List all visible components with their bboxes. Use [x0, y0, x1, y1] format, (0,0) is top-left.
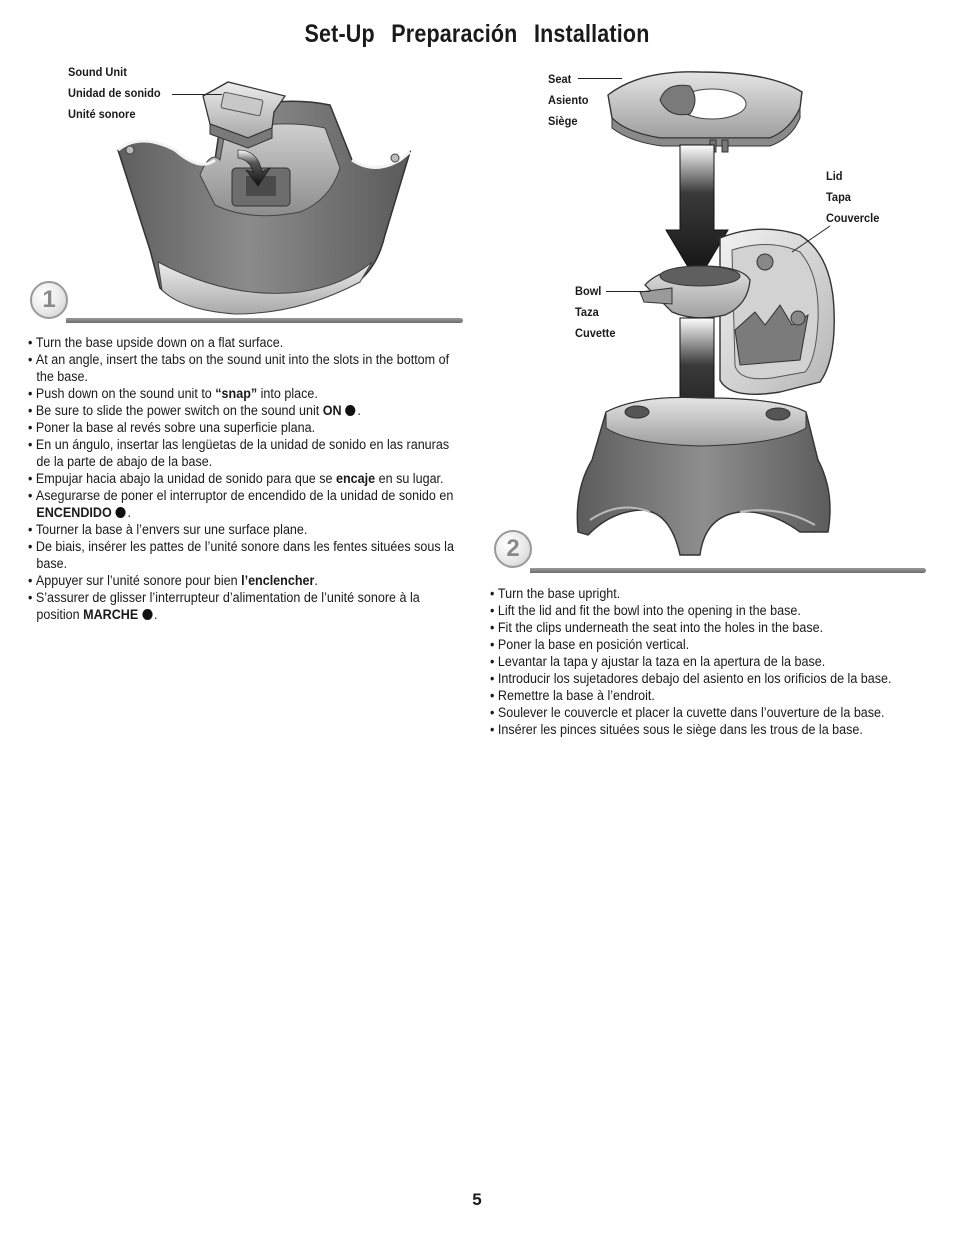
instruction-text: Poner la base al revés sobre una superficie plana. — [35, 420, 316, 435]
instruction-text: en su lugar. — [375, 471, 444, 486]
callout-seat-fr: Siège — [548, 114, 578, 128]
instruction-emphasis: encaje — [336, 471, 376, 486]
instruction-item: • Introducir los sujetadores debajo del asiento en los orificios de la base. — [490, 670, 909, 687]
instruction-item: • Insérer les pinces situées sous le siège dans les trous de la base. — [490, 721, 909, 738]
instruction-item: • Lift the lid and fit the bowl into the opening in the base. — [490, 602, 909, 619]
instruction-text: Be sure to slide the power switch on the sound unit — [35, 403, 323, 418]
instruction-text: . — [127, 505, 132, 520]
instruction-emphasis: MARCHE — [83, 607, 139, 622]
instruction-text: into place. — [257, 386, 318, 401]
callout-sound-unit-es: Unidad de sonido — [68, 86, 161, 100]
instruction-text: De biais, insérer les pattes de l’unité sonore dans les fentes situées sous la base. — [35, 539, 454, 571]
instruction-text: En un ángulo, insertar las lengüetas de la unidad de sonido en las ranuras de la parte de abajo de la base. — [35, 437, 450, 469]
instruction-emphasis: ON — [322, 403, 342, 418]
instruction-item: • Turn the base upright. — [490, 585, 909, 602]
instruction-item: • Poner la base en posición vertical. — [490, 636, 909, 653]
instruction-item: • Fit the clips underneath the seat into the holes in the base. — [490, 619, 909, 636]
step-2-french-list — [490, 687, 909, 738]
instruction-text: Appuyer sur l’unité sonore pour bien — [35, 573, 242, 588]
step-2-spanish-list — [490, 636, 909, 687]
instruction-emphasis: “snap” — [215, 386, 258, 401]
instruction-text: Push down on the sound unit to — [35, 386, 216, 401]
callout-bowl-es: Taza — [575, 305, 599, 319]
callout-lid-es: Tapa — [826, 190, 851, 204]
instruction-text: Tourner la base à l’envers sur une surface plane. — [35, 522, 308, 537]
instruction-text: Empujar hacia abajo la unidad de sonido para que se — [35, 471, 337, 486]
instruction-text: . — [154, 607, 158, 622]
title-french: Installation — [533, 20, 650, 48]
instruction-text: . — [357, 403, 361, 418]
instruction-text: . — [314, 573, 318, 588]
step-2-instructions — [490, 585, 909, 738]
instruction-item: • Soulever le couvercle et placer la cuvette dans l’ouverture de la base. — [490, 704, 909, 721]
instruction-emphasis: l’enclencher — [241, 573, 315, 588]
instruction-emphasis: ENCENDIDO — [36, 505, 112, 520]
step-1-badge: 1 — [30, 281, 68, 319]
step-2-badge: 2 — [494, 530, 532, 568]
page-number: 5 — [472, 1190, 482, 1209]
callout-bowl-en: Bowl — [575, 284, 602, 298]
callout-lid-fr: Couvercle — [826, 211, 880, 225]
title-spanish: Preparación — [391, 20, 518, 48]
callout-seat-en: Seat — [548, 72, 572, 86]
instruction-text: At an angle, insert the tabs on the sound unit into the slots in the bottom of the base. — [35, 352, 450, 384]
instruction-item: • Remettre la base à l’endroit. — [490, 687, 909, 704]
step-2-english-list — [490, 585, 909, 636]
seat-leader-line — [578, 78, 622, 79]
bowl-leader-line — [606, 291, 650, 292]
instruction-item: • Levantar la tapa y ajustar la taza en la apertura de la base. — [490, 653, 909, 670]
callout-sound-unit-en: Sound Unit — [68, 65, 127, 79]
instruction-text: Asegurarse de poner el interruptor de encendido de la unidad de sonido en — [35, 488, 454, 503]
instruction-text: Turn the base upside down on a flat surface. — [35, 335, 284, 350]
callout-sound-unit-fr: Unité sonore — [68, 107, 136, 121]
title-english: Set-Up — [304, 20, 375, 48]
instruction-text: S’assurer de glisser l’interrupteur d’alimentation de l’unité sonore à la position — [35, 590, 420, 622]
callout-lid-en: Lid — [826, 169, 843, 183]
callout-seat-es: Asiento — [548, 93, 589, 107]
lid-callout — [826, 166, 879, 229]
callout-bowl-fr: Cuvette — [575, 326, 616, 340]
step-2-divider — [530, 568, 926, 573]
